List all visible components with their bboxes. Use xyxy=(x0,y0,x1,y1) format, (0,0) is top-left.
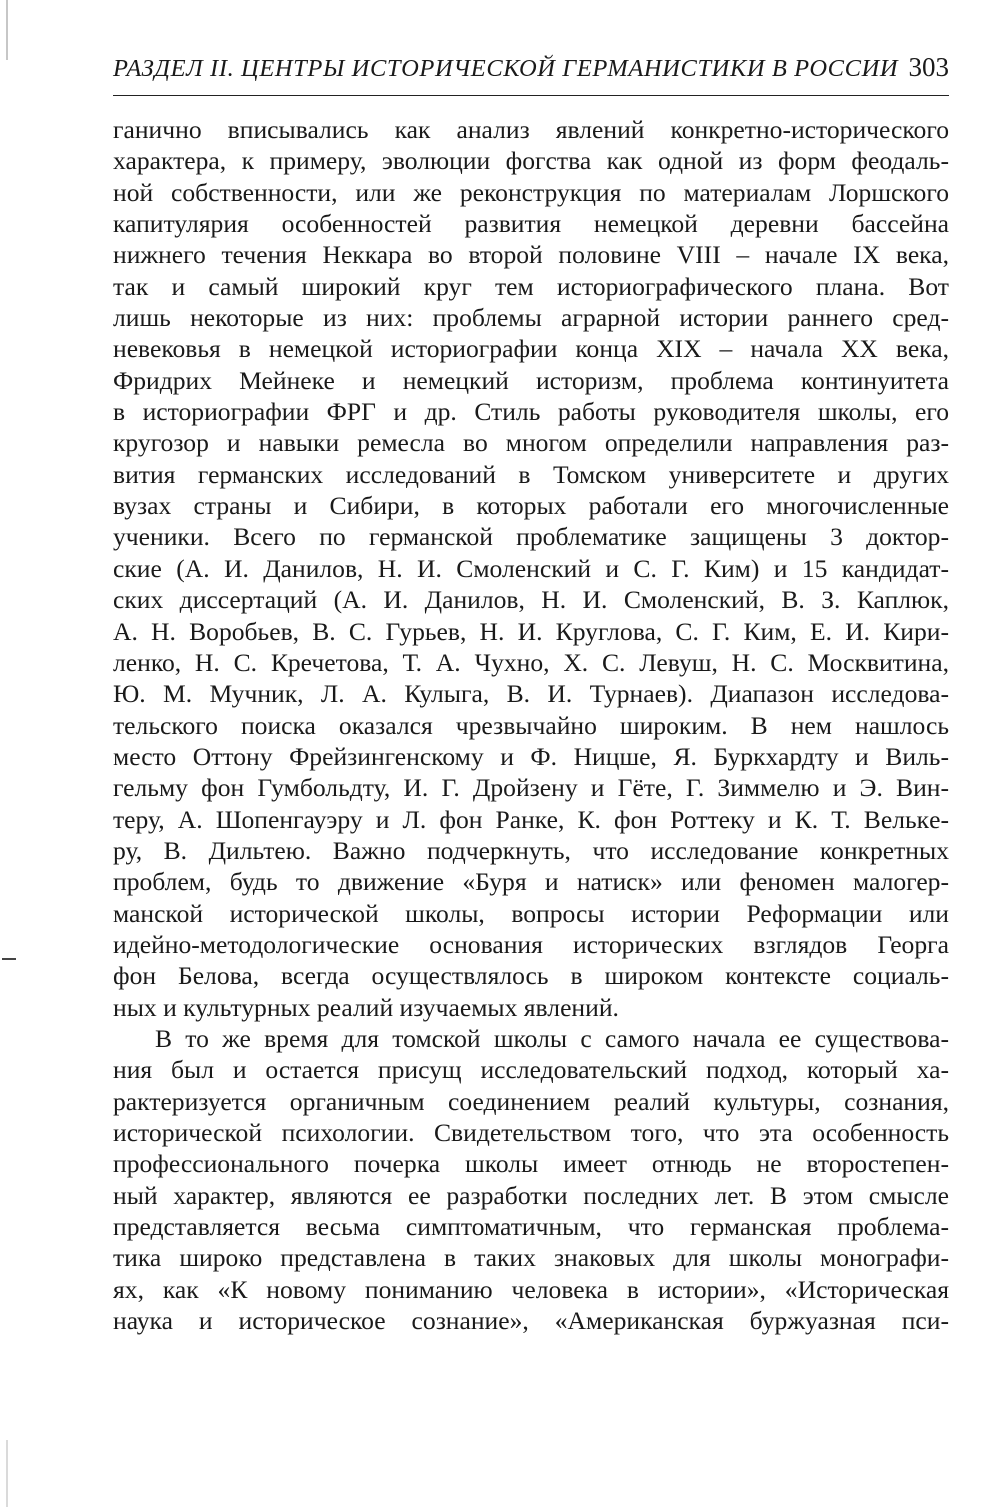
paragraph xyxy=(113,114,949,1023)
page-number: 303 xyxy=(908,52,949,82)
text-line: гельму фон Гумбольдту, И. Г. Дройзену и Гёте, Г. Зиммелю и Э. Вин- xyxy=(113,773,949,803)
text-line: лишь некоторые из них: проблемы аграрной истории раннего сред- xyxy=(113,303,949,333)
book-page xyxy=(113,52,949,1336)
text-line: капитулярия особенностей развития немецкой деревни бассейна xyxy=(113,209,949,239)
text-line: вития германских исследований в Томском университете и других xyxy=(113,459,949,489)
text-line: ных и культурных реалий изучаемых явлений. xyxy=(113,992,619,1022)
text-line: характера, к примеру, эволюции фогства как одной из форм феодаль- xyxy=(113,146,949,176)
text-line: фон Белова, всегда осуществлялось в широком контексте социаль- xyxy=(113,961,949,991)
text-line: манской исторической школы, вопросы истории Реформации или xyxy=(113,898,949,928)
text-line: тика широко представлена в таких знаковых для школы монографи- xyxy=(113,1243,949,1273)
text-line: ния был и остается присущ исследовательский подход, который ха- xyxy=(113,1055,949,1085)
text-line: теру, А. Шопенгауэру и Л. фон Ранке, К. фон Роттеку и К. Т. Велькe- xyxy=(113,804,949,834)
text-line: ученики. Всего по германской проблематике защищены 3 доктор- xyxy=(113,522,949,552)
text-line: ских диссертаций (А. И. Данилов, Н. И. Смоленский, В. З. Каплюк, xyxy=(113,585,949,615)
text-line: профессионального почерка школы имеет отнюдь не второстепен- xyxy=(113,1149,949,1179)
text-line: кругозор и навыки ремесла во многом определили направления раз- xyxy=(113,428,949,458)
text-line: исторической психологии. Свидетельством того, что эта особенность xyxy=(113,1118,949,1147)
running-header xyxy=(113,52,949,96)
scan-edge xyxy=(6,0,8,1507)
text-line: в историографии ФРГ и др. Стиль работы руководителя школы, его xyxy=(113,397,949,427)
running-title: РАЗДЕЛ II. ЦЕНТРЫ ИСТОРИЧЕСКОЙ ГЕРМАНИСТИКИ В РОССИИ xyxy=(113,55,899,82)
text-line: идейно-методологические основания исторических взглядов Георга xyxy=(113,929,949,959)
text-line: рактеризуется органичным соединением реалий культуры, сознания, xyxy=(113,1086,949,1116)
text-line: ной собственности, или же реконструкция по материалам Лоршского xyxy=(113,177,949,207)
text-line: А. Н. Воробьев, В. С. Гурьев, Н. И. Круглова, С. Г. Ким, Е. И. Кири- xyxy=(113,616,949,646)
paragraph xyxy=(113,1023,949,1336)
text-line: Ю. М. Мучник, Л. А. Кулыга, В. И. Турнаев). Диапазон исследова- xyxy=(113,679,949,709)
scan-mark xyxy=(2,958,16,960)
body-text xyxy=(113,114,949,1336)
text-line: Фридрих Мейнеке и немецкий историзм, проблема континуитета xyxy=(113,365,949,395)
text-line: представляется весьма симптоматичным, что германская проблема- xyxy=(113,1212,949,1242)
text-line: так и самый широкий круг тем историографического плана. Вот xyxy=(113,271,949,301)
text-line: вузах страны и Сибири, в которых работали его многочисленные xyxy=(113,491,949,521)
text-line: невековья в немецкой историографии конца XIX – начала XX века, xyxy=(113,334,949,364)
text-line: место Оттону Фрейзингенскому и Ф. Ницше, Я. Буркхардту и Виль- xyxy=(113,741,949,771)
text-line: ный характер, являются ее разработки последних лет. В этом смысле xyxy=(113,1180,949,1210)
text-line: проблем, будь то движение «Буря и натиск» или феномен малогер- xyxy=(113,867,949,897)
text-line: ленко, Н. С. Кречетова, Т. А. Чухно, Х. С. Левуш, Н. С. Москвитина, xyxy=(113,647,949,677)
text-line: тельского поиска оказался чрезвычайно широким. В нем нашлось xyxy=(113,710,949,740)
text-line: ях, как «К новому пониманию человека в истории», «Историческая xyxy=(113,1274,949,1304)
text-line: нижнего течения Неккара во второй половине VIII – начале IX века, xyxy=(113,240,949,270)
text-line: ганично вписывались как анализ явлений конкретно-исторического xyxy=(113,115,949,144)
text-line: В то же время для томской школы с самого начала ее существова- xyxy=(155,1023,949,1053)
text-line: ру, В. Дильтею. Важно подчеркнуть, что исследование конкретных xyxy=(113,835,949,865)
text-line: наука и историческое сознание», «Американская буржуазная пси- xyxy=(113,1306,949,1336)
text-line: ские (А. И. Данилов, Н. И. Смоленский и С. Г. Ким) и 15 кандидат- xyxy=(113,553,949,583)
